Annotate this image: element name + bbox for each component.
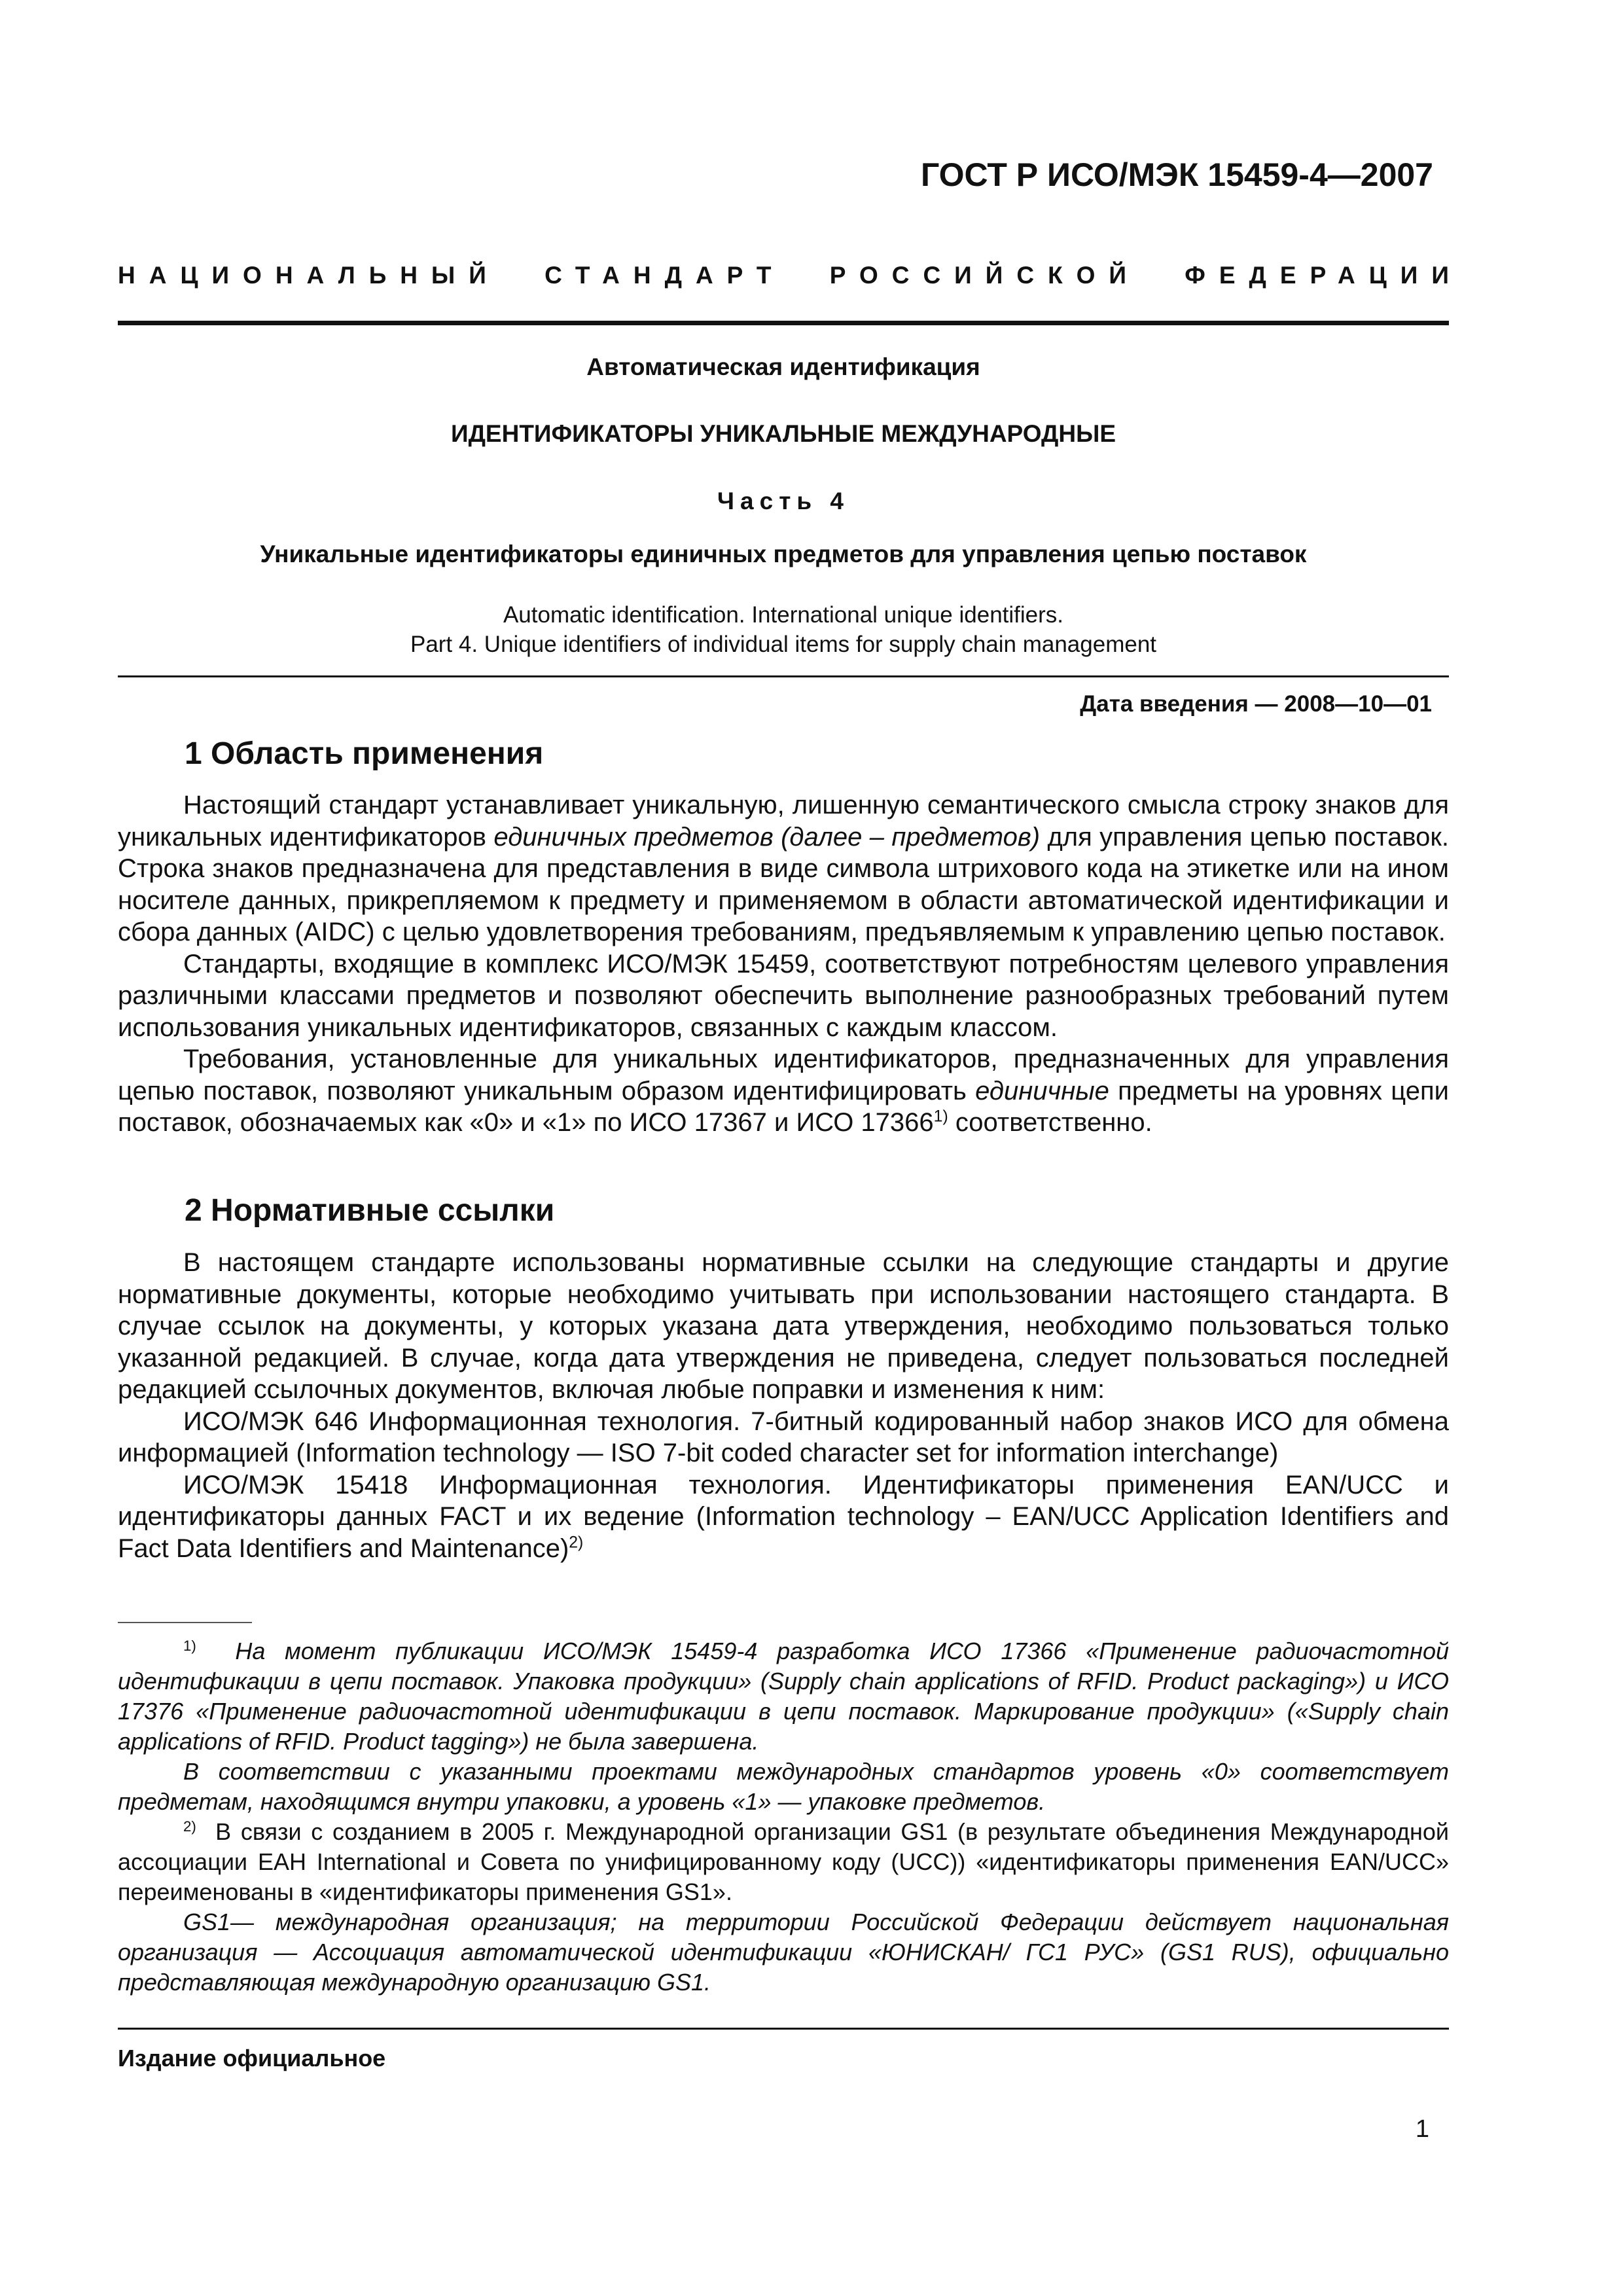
title-line-2: ИДЕНТИФИКАТОРЫ УНИКАЛЬНЫЕ МЕЖДУНАРОДНЫЕ xyxy=(450,420,1116,447)
section-2-body xyxy=(118,1247,1449,1564)
footer-rule xyxy=(118,2028,1449,2030)
footnote-1-extra: В соответствии с указанными проектами международных стандартов уровень «0» соответствует предметам, находящимся внутри упаковки, а уровень «1» — упаковке предметов. xyxy=(118,1758,1449,1815)
footnotes xyxy=(118,1636,1449,1998)
footnote-ref: 2) xyxy=(569,1534,584,1552)
section-1-heading: 1 Область применения xyxy=(185,736,544,771)
banner-word: ФЕДЕРАЦИИ xyxy=(1185,262,1463,289)
paragraph: Стандарты, входящие в комплекс ИСО/МЭК 15459, соответствуют потребностям целевого управления различными классами предметов и позволяют обеспечить выполнение разнообразных требований путем использования уникальных идентификаторов, связанных с каждым классом. xyxy=(118,949,1449,1042)
footnote-separator xyxy=(118,1622,252,1623)
document-code: ГОСТ Р ИСО/МЭК 15459-4—2007 xyxy=(920,156,1433,193)
introduction-date: Дата введения — 2008—10—01 xyxy=(1080,691,1432,717)
paragraph: ИСО/МЭК 15418 Информационная технология. Идентификаторы применения EAN/UCC и идентификаторы данных FACT и их ведение (Information technology – EAN/UCC Application Identifiers and Fact Data Identifiers and Maintenance)$^{2)}$ xyxy=(118,1470,1449,1563)
english-title-2: Part 4. Unique identifiers of individual items for supply chain management xyxy=(410,632,1157,657)
title-part: Часть 4 xyxy=(717,488,849,514)
paragraph: ИСО/МЭК 646 Информационная технология. 7-битный кодированный набор знаков ИСО для обмена информацией (Information technology — ISO 7-bit coded character set for information interchange) xyxy=(118,1407,1449,1467)
page-number: 1 xyxy=(1415,2115,1429,2143)
paragraph: Требования, установленные для уникальных идентификаторов, предназначенных для управления цепью поставок, позволяют уникальным образом идентифицировать единичные предметы на уровнях цепи поставок, обозначаемых как «0» и «1» по ИСО 17367 и ИСО 17366$^{1)}$ соответственно. xyxy=(118,1045,1449,1137)
banner-word: СТАНДАРТ xyxy=(544,262,785,289)
title-rule xyxy=(118,675,1449,677)
header-rule xyxy=(118,321,1449,325)
footnote-1: $^{1)}$ На момент публикации ИСО/МЭК 15459-4 разработка ИСО 17366 «Применение радиочастотной идентификации в цепи поставок. Упаковка продукции» (Supply chain applications of RFID. Product packaging») и ИСО 17376 «Применение радиочастотной идентификации в цепи поставок. Маркирование продукции» («Supply chain applications of RFID. Product tagging») не была завершена. xyxy=(118,1638,1449,1755)
footnote-2: $^{2)}$ В связи с созданием в 2005 г. Международной организации GS1 (в результате объединения Международной ассоциации EAH International и Совета по унифицированному коду (UCC)) «идентификаторы применения EAN/UCC» переименованы в «идентификаторы применения GS1». xyxy=(118,1818,1449,1905)
title-line-4: Уникальные идентификаторы единичных предметов для управления цепью поставок xyxy=(260,541,1307,567)
title-line-1: Автоматическая идентификация xyxy=(586,353,980,380)
banner-word: РОССИЙСКОЙ xyxy=(829,262,1141,289)
footnote-2-extra: GS1— международная организация; на территории Российской Федерации действует национальная организация — Ассоциация автоматической идентификации «ЮНИСКАН/ ГС1 РУС» (GS1 RUS), официально представляющая международную организацию GS1. xyxy=(118,1909,1449,1996)
footnote-ref: 1) xyxy=(933,1107,948,1126)
national-standard-banner xyxy=(118,262,1463,289)
section-1-body xyxy=(118,789,1449,1139)
banner-word: НАЦИОНАЛЬНЫЙ xyxy=(118,262,500,289)
paragraph: Настоящий стандарт устанавливает уникальную, лишенную семантического смысла строку знаков для уникальных идентификаторов единичных предметов (далее – предметов) для управления цепью поставок. Строка знаков предназначена для представления в виде символа штрихового кода на этикетке или на ином носителе данных, прикрепляемом к предмету и применяемом в области автоматической идентификации и сбора данных (AIDC) с целью удовлетворения требованиям, предъявляемым к управлению цепью поставок. xyxy=(118,791,1449,946)
section-2-heading: 2 Нормативные ссылки xyxy=(185,1193,555,1228)
paragraph: В настоящем стандарте использованы нормативные ссылки на следующие стандарты и другие нормативные документы, которые необходимо учитывать при использовании настоящего стандарта. В случае ссылок на документы, у которых указана дата утверждения, необходимо пользоваться только указанной редакцией. В случае, когда дата утверждения не приведена, следует пользоваться последней редакцией ссылочных документов, включая любые поправки и изменения к ним: xyxy=(118,1248,1449,1404)
official-edition-label: Издание официальное xyxy=(118,2045,386,2072)
english-title-1: Automatic identification. International unique identifiers. xyxy=(503,602,1064,628)
